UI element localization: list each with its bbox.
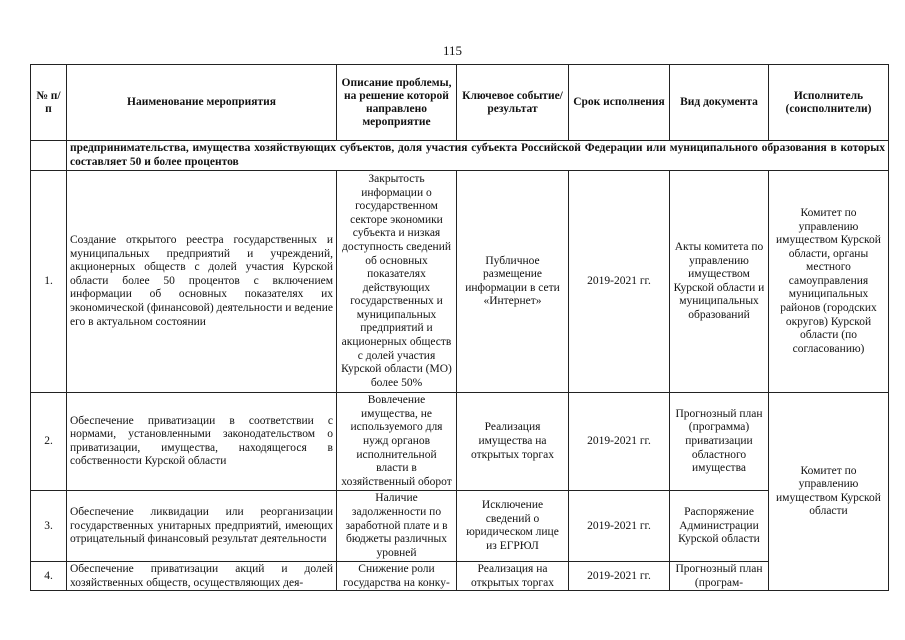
row-document: [670, 562, 769, 591]
header-result: Ключевое событие/ результат: [457, 65, 569, 141]
table-row: [31, 393, 889, 491]
row-measure-name: Создание открытого реестра государственных и муниципальных предприятий и учреждений, акционерных обществ с долей участия Курской области более 50 процентов с включением информации об основных показателях их экономической (финансовой) деятельности и ведение его в актуальном состоянии: [67, 171, 337, 393]
row-result-text: Реализация на открытых торгах: [470, 563, 554, 589]
row-problem: Наличие задолженности по заработной плате и в бюджеты различных уровней: [337, 491, 457, 562]
header-number: № п/п: [31, 65, 67, 141]
row-document: Прогнозный план (программа) приватизации областного имущества: [670, 393, 769, 491]
row-result: Реализация имущества на открытых торгах: [457, 393, 569, 491]
row-problem: [337, 562, 457, 591]
row-problem-text: Снижение роли государства на конку-: [343, 563, 450, 589]
table-row: [31, 562, 889, 591]
row-term: 2019-2021 гг.: [569, 491, 670, 562]
row-number: 3.: [31, 491, 67, 562]
measures-table: [30, 64, 889, 591]
header-measure-name: Наименование мероприятия: [67, 65, 337, 141]
row-document: Акты комитета по управлению имуществом Курской области и муниципальных образований: [670, 171, 769, 393]
section-empty-cell: [31, 141, 67, 171]
row-measure-name: [67, 562, 337, 591]
row-number: 2.: [31, 393, 67, 491]
row-executor: Комитет по управлению имуществом Курской области, органы местного самоуправления муниципальных районов (городских округов) Курской области (по согласованию): [769, 171, 889, 393]
header-document: Вид документа: [670, 65, 769, 141]
row-term: 2019-2021 гг.: [569, 562, 670, 591]
row-document-text: Прогнозный план (програм-: [675, 563, 763, 589]
row-result: [457, 562, 569, 591]
row-number: 4.: [31, 562, 67, 591]
row-problem: Закрытость информации о государственном секторе экономики субъекта и низкая доступность сведений об основных показателях действующих государственных и муниципальных предприятий и акционерных обществ с долей участия Курской области (МО) более 50%: [337, 171, 457, 393]
header-executor: Исполнитель (соисполнители): [769, 65, 889, 141]
header-problem: Описание проблемы, на решение которой направлено мероприятие: [337, 65, 457, 141]
table-header-row: [31, 65, 889, 141]
row-problem: Вовлечение имущества, не используемого для нужд органов исполнительной власти в хозяйственный оборот: [337, 393, 457, 491]
page-number: 115: [442, 43, 463, 58]
section-row: [31, 141, 889, 171]
section-title: предпринимательства, имущества хозяйствующих субъектов, доля участия субъекта Российской Федерации или муниципального образования в которых составляет 50 и более процентов: [67, 141, 889, 171]
row-term: 2019-2021 гг.: [569, 171, 670, 393]
row-executor: Комитет по управлению имуществом Курской области: [769, 393, 889, 591]
header-term: Срок исполнения: [569, 65, 670, 141]
row-document: Распоряжение Администрации Курской области: [670, 491, 769, 562]
row-measure-name-text: Обеспечение приватизации акций и долей хозяйственных обществ, осуществляющих дея-: [70, 563, 333, 589]
row-term: 2019-2021 гг.: [569, 393, 670, 491]
row-number: 1.: [31, 171, 67, 393]
row-measure-name: Обеспечение ликвидации или реорганизации государственных унитарных предприятий, имеющих отрицательный финансовый результат деятельности: [67, 491, 337, 562]
table-row: [31, 171, 889, 393]
row-result: Исключение сведений о юридическом лице из ЕГРЮЛ: [457, 491, 569, 562]
table-row: [31, 491, 889, 562]
row-result: Публичное размещение информации в сети «Интернет»: [457, 171, 569, 393]
row-measure-name: Обеспечение приватизации в соответствии с нормами, установленными законодательством о приватизации, имущества, находящегося в собственности Курской области: [67, 393, 337, 491]
